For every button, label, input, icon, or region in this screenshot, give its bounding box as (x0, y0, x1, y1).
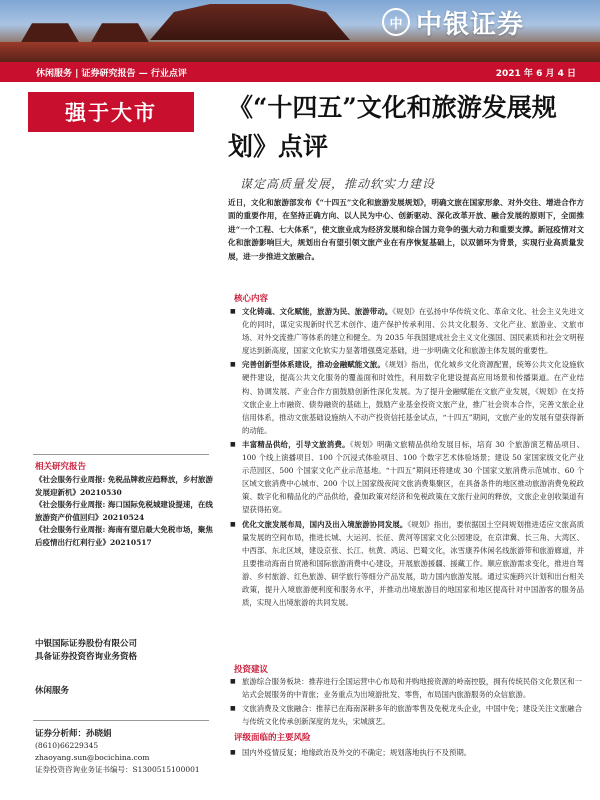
investment-list (228, 675, 584, 729)
related-list (35, 474, 220, 550)
key-points-heading: 核心内容 (234, 294, 269, 304)
logo-mark-icon: 中 (382, 8, 410, 36)
brand-logo (382, 0, 592, 44)
divider (33, 454, 209, 455)
sidebar (0, 82, 218, 800)
bullet-text: 《规划》指出，要依据国土空间规划推进适应文旅高质量发展的空间布局，推进长城、大运河、长征、黄河等国家文化公园建设，在京津冀、长三角、大湾区、中西部、东北区域，建设京张、长江、杭黄、鸿运、巴蜀文化，冰雪康养休闲名线旅游带和旅游廊道，并且要推动海南自贸港和国际旅游消费中心建设，开展旅游援疆、援藏工作。顺应旅游需求变化，推进自驾游、乡村旅游、红色旅游、研学旅行等细分产品发展，助力国内旅游发展。通过实施跨兴计划和出台相关政策，提升入境旅游便利度和服务水平，并推动出境旅游目的地国家和地区提高针对中国游客的服务品质，实现入出境旅游的共同发展。 (242, 519, 584, 608)
list-item (228, 438, 584, 517)
analyst-info (35, 728, 200, 776)
analyst-license: 证券投资咨询业务证书编号：S1300515100001 (35, 765, 200, 774)
page-title: 《“十四五”文化和旅游发展规划》点评 (228, 93, 557, 161)
bullet-lead: 优化文旅发展布局，国内及出入境旅游协同发展。 (242, 519, 408, 529)
bullet-text: 《规划》在弘扬中华传统文化、革命文化、社会主义先进文化的同时，谋定实现新时代艺术创作、遗产保护传承利用、公共文化服务、文化产业、旅游业、文旅市场、对外交流推广等体系的建立和健全。为 2035 年我国建成社会主义文化强国、国民素质和社会文明程度达到新高度，国家文化软实力显著增强奠定基础，进一步明确文化和旅游主体发展的重要性。 (242, 307, 584, 356)
palace-wall (0, 42, 600, 62)
pavilion-shape (20, 18, 80, 44)
investment-heading: 投资建议 (234, 665, 269, 675)
page-subtitle: 谋定高质量发展，推动软实力建设 (240, 177, 436, 191)
analyst-name: 证券分析师：孙晓娟 (35, 729, 112, 739)
related-item[interactable]: 《社会服务行业周报: 免税品牌救应趋释放，乡村旅游发展迎新机》20210530 (35, 475, 213, 497)
bullet-lead: 丰富精品供给，引导文旅消费。 (242, 439, 350, 449)
header-banner (0, 0, 600, 62)
list-item: ■ 旅游综合服务板块：推荐进行全国运营中心布局和并购地接资源的岭南控股，拥有传统民俗文化景区和一站式会展服务的中青旅；业务重点为出境游批发、零售，布局国内旅游服务的众信旅游。 (228, 675, 584, 701)
report-date: 2021 年 6 月 4 日 (495, 68, 576, 79)
logo-text: 中银证券 (416, 9, 525, 40)
list-item (228, 305, 584, 357)
divider (33, 720, 209, 721)
list-item: ■ 文旅消费及文旅融合：推荐已在海南深耕多年的旅游零售及免税龙头企业，中国中免；建设关注文旅融合与传统文化传承创新深度的龙头，宋城演艺。 (228, 702, 584, 728)
risk-list (228, 746, 584, 760)
company-info (35, 638, 137, 664)
bullet-lead: 文化铸魂、文化赋能，旅游为民、旅游带动。 (242, 307, 393, 316)
list-item (228, 358, 584, 437)
analyst-email[interactable]: zhaoyang.sun@bocichina.com (35, 753, 150, 762)
related-item[interactable]: 《社会服务行业周报: 海南有望启最大免税市场，聚焦后疫情出行红利行业》20210517 (35, 525, 213, 547)
pavilion-shape (90, 18, 150, 44)
intro-paragraph: 近日，文化和旅游部发布《“十四五”文化和旅游发展规划》，明确文旅在国家形象、对外交往、增进合作方面的重要作用，在坚持正确方向、以人民为中心、创新驱动、深化改革开放、融合发展的原则下，全面推进“一个工程、七大体系”，使文旅业成为经济发展和综合国力竞争的强大动力和重要支撑。新冠疫情对文化和旅游影响巨大，规划出台有望引领文旅产业在有序恢复基础上，以双循环为背景，实现行业高质量发展，进一步推进文旅融合。 (228, 198, 584, 261)
key-points-list (228, 305, 584, 610)
related-heading: 相关研究报告 (35, 462, 87, 472)
report-info-bar (0, 62, 600, 82)
company-qualification: 具备证券投资咨询业务资格 (35, 652, 138, 662)
related-item[interactable]: 《社会服务行业周报: 海口国际免税城建设提速，在线旅游资产价值回归》20210524 (35, 500, 213, 522)
analyst-phone: (8610)66229345 (35, 741, 99, 750)
company-name: 中银国际证券股份有限公司 (35, 639, 138, 649)
rating-badge: 强于大市 (28, 92, 194, 132)
sector-label: 休闲服务 (35, 686, 70, 696)
palace-roof (150, 0, 350, 40)
list-item: ■ 国内外疫情反复；地缘政治及外交的不确定；规划落地执行不及预期。 (228, 746, 584, 759)
breadcrumb: 休闲服务 | 证券研究报告 — 行业点评 (36, 68, 187, 79)
bullet-lead: 完善创新型体系建设，推动金融赋能文旅。 (242, 360, 385, 370)
bullet-text: 《规划》指出，优化城乡文化资源配置，统筹公共文化设施软硬件建设，提高公共文化服务的覆盖面和时效性，利用数字化建设提高应用场景和传播渠道。在产业结构、协调发展、产业合作方面鼓励创新性深化发展。为了提升金融赋能在文旅产业发展，《规划》在支持文旅企业上市融资、债券融资的基础上，鼓励产业基金投资文旅产业，推广社会资本合作，完善文旅企业信用体系，推动文旅基础设施纳入不动产投资信托基金试点，“十四五”期间，文旅产业的发展有望获得新的动能。 (242, 360, 584, 435)
list-item (228, 518, 584, 610)
risk-heading: 评级面临的主要风险 (234, 733, 311, 743)
bullet-text: 《规划》明确文旅精品供给发展目标，培育 30 个旅游演艺精品项目、100 个线上演播项目、100 个沉浸式体验项目、100 个数字艺术体验场景；建设 50 家国家级文化产业示范园区、500 个国家文化产业示范基地。“十四五”期间还将建成 30 个国家文旅消费示范城市、60 个区域文旅消费中心城市、200 个以上国家级夜间文旅消费集聚区，在具备条件的地区推动旅游消费免税政策、数字化和精品化的产品供给，叠加政策对经济和免税政策在文旅行业间的释放，文旅企业创收渠道有望获得拓宽。 (242, 439, 584, 515)
